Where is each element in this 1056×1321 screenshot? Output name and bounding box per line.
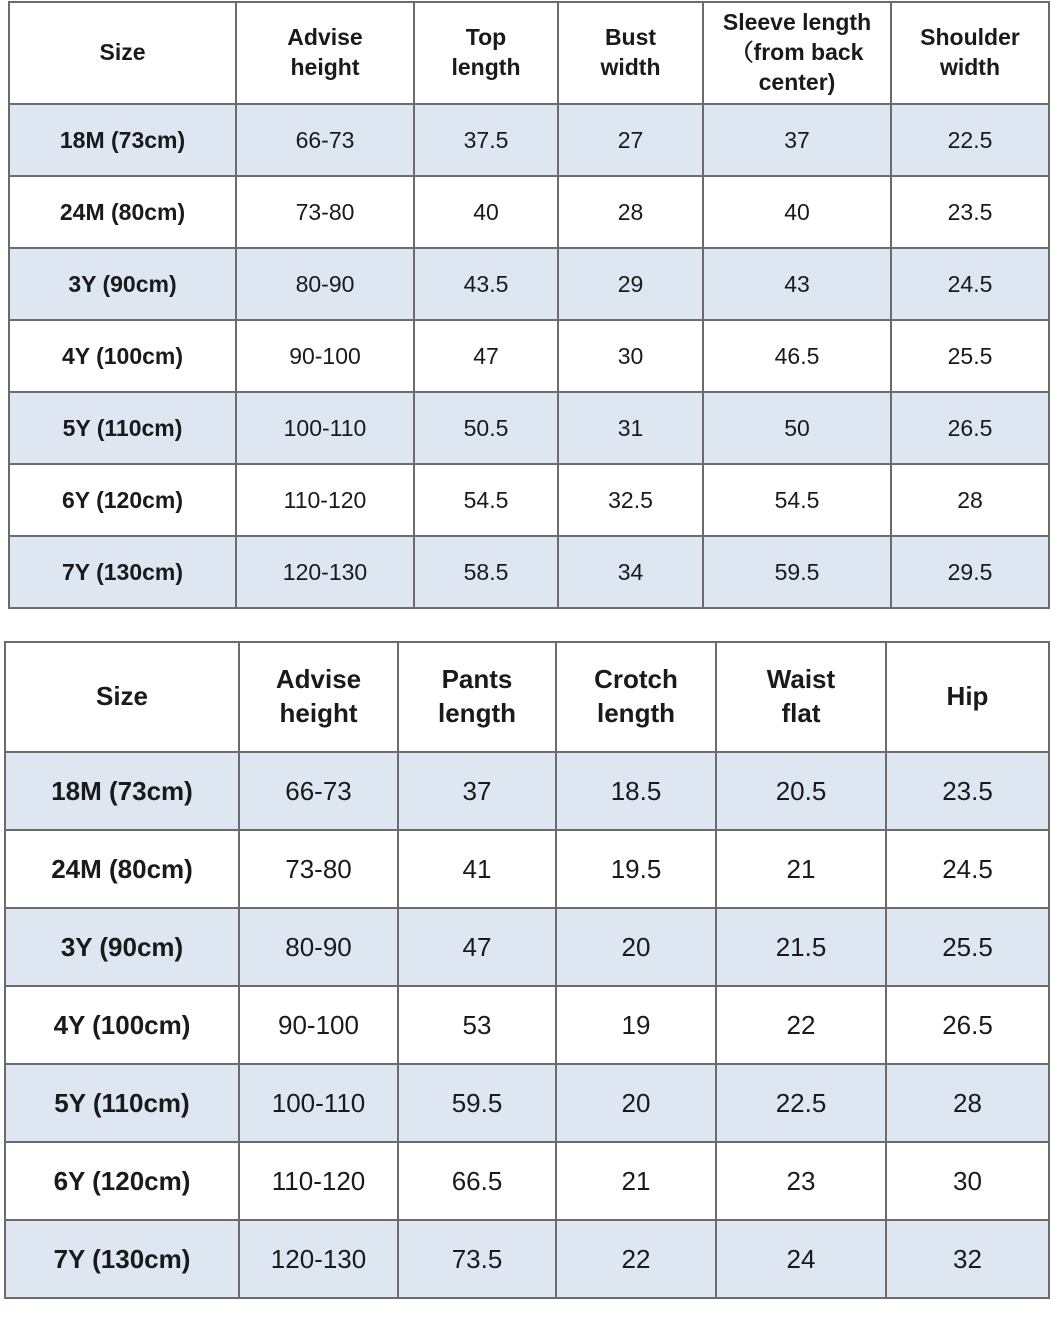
table-cell: 21 bbox=[556, 1142, 716, 1220]
header-waist-flat: Waist flat bbox=[716, 642, 886, 752]
table-cell: 46.5 bbox=[703, 320, 891, 392]
size-cell: 3Y (90cm) bbox=[9, 248, 236, 320]
header-sleeve-length: Sleeve length （from back center) bbox=[703, 2, 891, 104]
table-row bbox=[5, 1142, 1049, 1220]
table-cell: 47 bbox=[398, 908, 556, 986]
top-size-table bbox=[8, 1, 1050, 609]
size-cell: 7Y (130cm) bbox=[9, 536, 236, 608]
table-cell: 18.5 bbox=[556, 752, 716, 830]
table-cell: 66.5 bbox=[398, 1142, 556, 1220]
bottom-header-row bbox=[5, 642, 1049, 752]
table-cell: 53 bbox=[398, 986, 556, 1064]
table-cell: 22 bbox=[556, 1220, 716, 1298]
header-size: Size bbox=[5, 642, 239, 752]
table-cell: 23.5 bbox=[891, 176, 1049, 248]
table-row bbox=[9, 176, 1049, 248]
table-cell: 20 bbox=[556, 1064, 716, 1142]
table-row bbox=[9, 248, 1049, 320]
table-row bbox=[5, 986, 1049, 1064]
table-cell: 120-130 bbox=[236, 536, 414, 608]
table-cell: 50.5 bbox=[414, 392, 558, 464]
table-row bbox=[9, 536, 1049, 608]
table-cell: 73.5 bbox=[398, 1220, 556, 1298]
table-cell: 24 bbox=[716, 1220, 886, 1298]
table-cell: 110-120 bbox=[239, 1142, 398, 1220]
table-cell: 28 bbox=[891, 464, 1049, 536]
size-cell: 5Y (110cm) bbox=[5, 1064, 239, 1142]
table-cell: 29.5 bbox=[891, 536, 1049, 608]
table-cell: 27 bbox=[558, 104, 703, 176]
table-cell: 40 bbox=[703, 176, 891, 248]
size-cell: 7Y (130cm) bbox=[5, 1220, 239, 1298]
table-cell: 59.5 bbox=[703, 536, 891, 608]
table-cell: 66-73 bbox=[236, 104, 414, 176]
table-cell: 50 bbox=[703, 392, 891, 464]
header-crotch-length: Crotch length bbox=[556, 642, 716, 752]
table-cell: 24.5 bbox=[891, 248, 1049, 320]
table-cell: 20.5 bbox=[716, 752, 886, 830]
header-top-length: Top length bbox=[414, 2, 558, 104]
table-cell: 100-110 bbox=[236, 392, 414, 464]
table-cell: 90-100 bbox=[236, 320, 414, 392]
table-row bbox=[5, 830, 1049, 908]
header-size: Size bbox=[9, 2, 236, 104]
table-cell: 47 bbox=[414, 320, 558, 392]
size-cell: 18M (73cm) bbox=[9, 104, 236, 176]
table-row bbox=[5, 1220, 1049, 1298]
size-cell: 24M (80cm) bbox=[5, 830, 239, 908]
header-advise-height: Advise height bbox=[236, 2, 414, 104]
header-shoulder-width: Shoulder width bbox=[891, 2, 1049, 104]
table-cell: 90-100 bbox=[239, 986, 398, 1064]
table-row bbox=[9, 392, 1049, 464]
table-cell: 59.5 bbox=[398, 1064, 556, 1142]
table-cell: 54.5 bbox=[703, 464, 891, 536]
table-cell: 73-80 bbox=[236, 176, 414, 248]
table-cell: 28 bbox=[886, 1064, 1049, 1142]
table-row bbox=[9, 320, 1049, 392]
table-cell: 22 bbox=[716, 986, 886, 1064]
table-cell: 26.5 bbox=[886, 986, 1049, 1064]
table-cell: 100-110 bbox=[239, 1064, 398, 1142]
table-cell: 24.5 bbox=[886, 830, 1049, 908]
header-hip: Hip bbox=[886, 642, 1049, 752]
table-cell: 110-120 bbox=[236, 464, 414, 536]
table-row bbox=[9, 104, 1049, 176]
table-cell: 66-73 bbox=[239, 752, 398, 830]
table-cell: 80-90 bbox=[236, 248, 414, 320]
size-cell: 5Y (110cm) bbox=[9, 392, 236, 464]
table-cell: 22.5 bbox=[716, 1064, 886, 1142]
table-cell: 37 bbox=[398, 752, 556, 830]
size-cell: 4Y (100cm) bbox=[5, 986, 239, 1064]
table-cell: 41 bbox=[398, 830, 556, 908]
table-cell: 21.5 bbox=[716, 908, 886, 986]
table-cell: 19.5 bbox=[556, 830, 716, 908]
table-cell: 120-130 bbox=[239, 1220, 398, 1298]
table-cell: 32 bbox=[886, 1220, 1049, 1298]
table-cell: 43.5 bbox=[414, 248, 558, 320]
table-cell: 19 bbox=[556, 986, 716, 1064]
size-cell: 4Y (100cm) bbox=[9, 320, 236, 392]
table-cell: 40 bbox=[414, 176, 558, 248]
table-cell: 30 bbox=[886, 1142, 1049, 1220]
table-cell: 31 bbox=[558, 392, 703, 464]
size-cell: 6Y (120cm) bbox=[5, 1142, 239, 1220]
table-cell: 30 bbox=[558, 320, 703, 392]
table-cell: 20 bbox=[556, 908, 716, 986]
table-cell: 21 bbox=[716, 830, 886, 908]
table-cell: 80-90 bbox=[239, 908, 398, 986]
size-cell: 24M (80cm) bbox=[9, 176, 236, 248]
table-row bbox=[9, 464, 1049, 536]
table-cell: 34 bbox=[558, 536, 703, 608]
table-cell: 32.5 bbox=[558, 464, 703, 536]
size-cell: 6Y (120cm) bbox=[9, 464, 236, 536]
table-cell: 54.5 bbox=[414, 464, 558, 536]
table-cell: 25.5 bbox=[891, 320, 1049, 392]
table-cell: 37 bbox=[703, 104, 891, 176]
header-advise-height: Advise height bbox=[239, 642, 398, 752]
bottom-size-table bbox=[4, 641, 1050, 1299]
table-row bbox=[5, 908, 1049, 986]
table-cell: 23 bbox=[716, 1142, 886, 1220]
table-cell: 43 bbox=[703, 248, 891, 320]
table-cell: 73-80 bbox=[239, 830, 398, 908]
table-cell: 28 bbox=[558, 176, 703, 248]
top-header-row bbox=[9, 2, 1049, 104]
table-cell: 29 bbox=[558, 248, 703, 320]
size-cell: 18M (73cm) bbox=[5, 752, 239, 830]
table-cell: 58.5 bbox=[414, 536, 558, 608]
table-cell: 23.5 bbox=[886, 752, 1049, 830]
table-cell: 25.5 bbox=[886, 908, 1049, 986]
size-cell: 3Y (90cm) bbox=[5, 908, 239, 986]
header-pants-length: Pants length bbox=[398, 642, 556, 752]
table-row bbox=[5, 1064, 1049, 1142]
header-bust-width: Bust width bbox=[558, 2, 703, 104]
table-cell: 22.5 bbox=[891, 104, 1049, 176]
table-cell: 26.5 bbox=[891, 392, 1049, 464]
table-cell: 37.5 bbox=[414, 104, 558, 176]
table-row bbox=[5, 752, 1049, 830]
